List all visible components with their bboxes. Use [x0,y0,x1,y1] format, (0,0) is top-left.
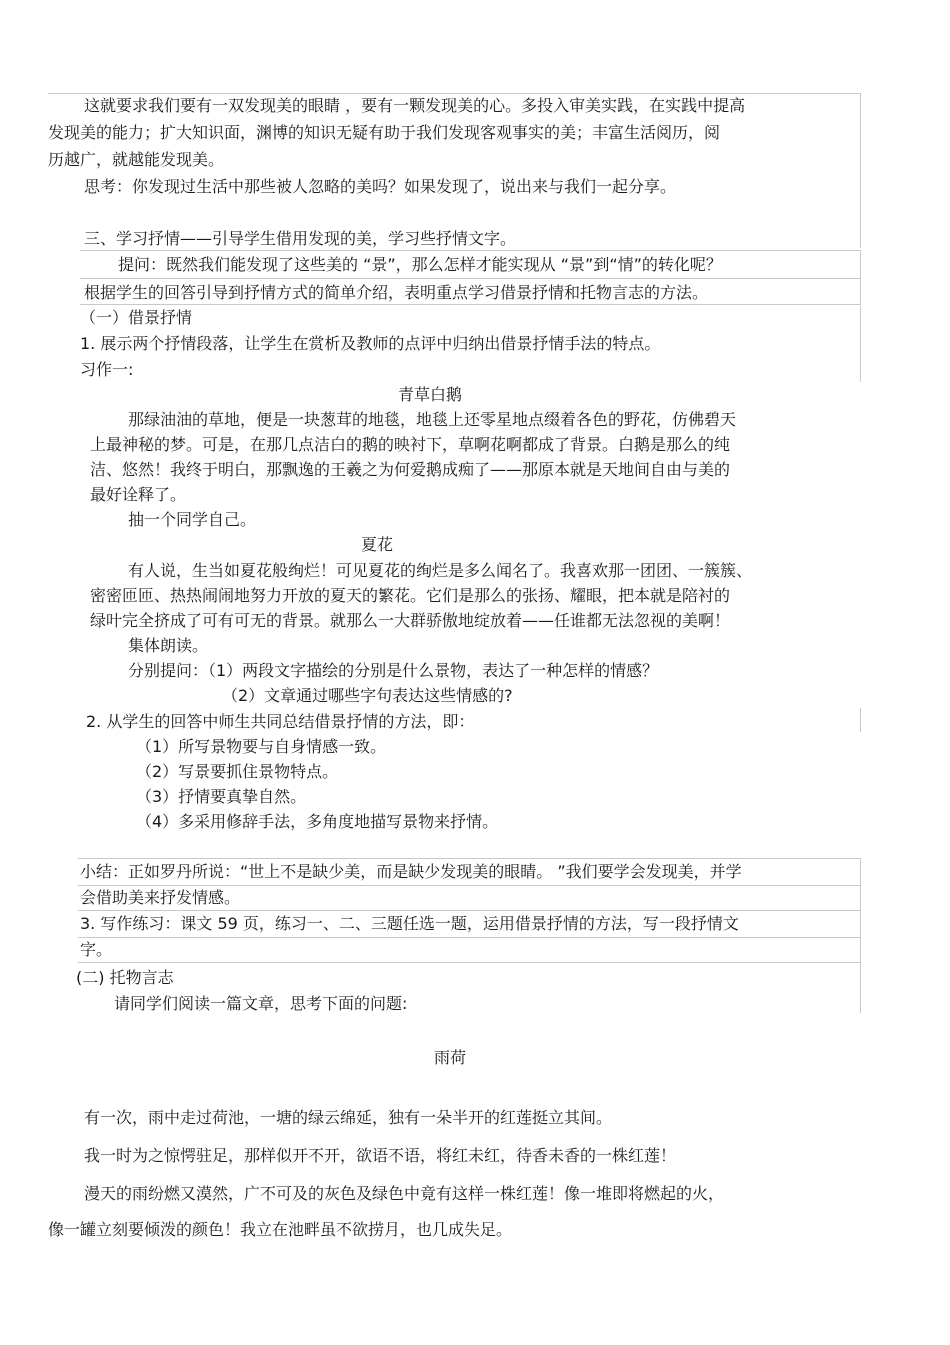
paragraph-line: 绿叶完全挤成了可有可无的背景。就那么一大群骄傲地绽放着——任谁都无法忽视的美啊！ [90,611,731,630]
table-rule [860,93,861,248]
paragraph-line: 像一罐立刻要倾泼的颜色！我立在池畔虽不欲捞月，也几成失足。 [48,1220,513,1239]
paragraph-line: 最好诠释了。 [90,485,187,504]
paragraph-line: 根据学生的回答引导到抒情方式的简单介绍，表明重点学习借景抒情和托物言志的方法。 [84,283,709,302]
list-item: 1. 展示两个抒情段落，让学生在赏析及教师的点评中归纳出借景抒情手法的特点。 [80,334,661,353]
paragraph-line: 集体朗读。 [128,636,209,655]
subsection-heading: (二) 托物言志 [76,968,174,987]
list-item: 3. 写作练习：课文 59 页，练习一、二、三题任选一题，运用借景抒情的方法，写一段抒情文 [80,914,739,933]
question-line: 分别提问：（1）两段文字描绘的分别是什么景物，表达了一种怎样的情感？ [128,661,659,680]
table-rule [78,937,860,938]
section-heading: 三、学习抒情——引导学生借用发现的美，学习些抒情文字。 [84,229,517,248]
paragraph-line: 习作一: [80,360,134,379]
list-item: 字。 [80,940,113,959]
table-rule [80,250,860,251]
paragraph-line: 提问：既然我们能发现了这些美的 “景”，那么怎样才能实现从 “景”到“情”的转化呢？ [118,255,722,274]
table-rule [860,858,861,1013]
summary-line: 小结：正如罗丹所说：“世上不是缺少美，而是缺少发现美的眼睛。 ”我们要学会发现美，并学 [80,862,742,881]
table-rule [78,885,860,886]
paragraph-line: 请同学们阅读一篇文章，思考下面的问题: [114,994,408,1013]
paragraph-line: 思考：你发现过生活中那些被人忽略的美吗？如果发现了，说出来与我们一起分享。 [84,177,677,196]
table-rule [78,910,860,911]
paragraph-line: 上最神秘的梦。可是，在那几点洁白的鹅的映衬下，草啊花啊都成了背景。白鹅是那么的纯 [90,435,731,454]
subsection-heading: （一）借景抒情 [80,308,193,327]
essay-title: 青草白鹅 [397,385,462,404]
table-rule [860,250,861,305]
table-rule [80,278,860,279]
table-rule [78,962,860,963]
paragraph-line: 我一时为之惊愕驻足，那样似开不开，欲语不语，将红未红，待香未香的一株红莲！ [84,1146,677,1165]
paragraph-line: 有人说，生当如夏花般绚烂！可见夏花的绚烂是多么闻名了。我喜欢那一团团、一簇簇、 [128,561,753,580]
paragraph-line: 抽一个同学自己。 [128,510,257,529]
paragraph-line: 历越广，就越能发现美。 [48,150,225,169]
table-rule [48,93,860,94]
paragraph-line: 漫天的雨纷燃又漠然，广不可及的灰色及绿色中竟有这样一株红莲！像一堆即将燃起的火， [84,1184,725,1203]
list-item: （3）抒情要真挚自然。 [136,787,307,806]
list-item: （4）多采用修辞手法，多角度地描写景物来抒情。 [136,812,499,831]
paragraph-line: 发现美的能力；扩大知识面，渊博的知识无疑有助于我们发现客观事实的美；丰富生活阅历，阅 [48,123,721,142]
table-rule [80,304,860,305]
list-item: 2. 从学生的回答中师生共同总结借景抒情的方法，即： [86,712,475,731]
table-rule [860,708,861,732]
essay-title: 夏花 [360,535,393,554]
summary-line: 会借助美来抒发情感。 [80,888,241,907]
essay-title: 雨荷 [433,1048,466,1067]
table-rule [78,858,860,859]
paragraph-line: 那绿油油的草地，便是一块葱茸的地毯，地毯上还零星地点缀着各色的野花，仿佛碧天 [128,410,737,429]
list-item: （1）所写景物要与自身情感一致。 [136,737,387,756]
question-line: （2）文章通过哪些字句表达这些情感的? [222,686,513,705]
paragraph-line: 这就要求我们要有一双发现美的眼睛 ，要有一颗发现美的心。多投入审美实践，在实践中提高 [84,96,746,115]
paragraph-line: 洁、悠然！我终于明白，那飘逸的王羲之为何爱鹅成痴了——那原本就是天地间自由与美的 [90,460,731,479]
paragraph-line: 有一次，雨中走过荷池，一塘的绿云绵延，独有一朵半开的红莲挺立其间。 [84,1108,613,1127]
paragraph-line: 密密匝匝、热热闹闹地努力开放的夏天的繁花。它们是那么的张扬、耀眼，把本就是陪衬的 [90,586,731,605]
table-rule [860,306,861,382]
list-item: （2）写景要抓住景物特点。 [136,762,339,781]
